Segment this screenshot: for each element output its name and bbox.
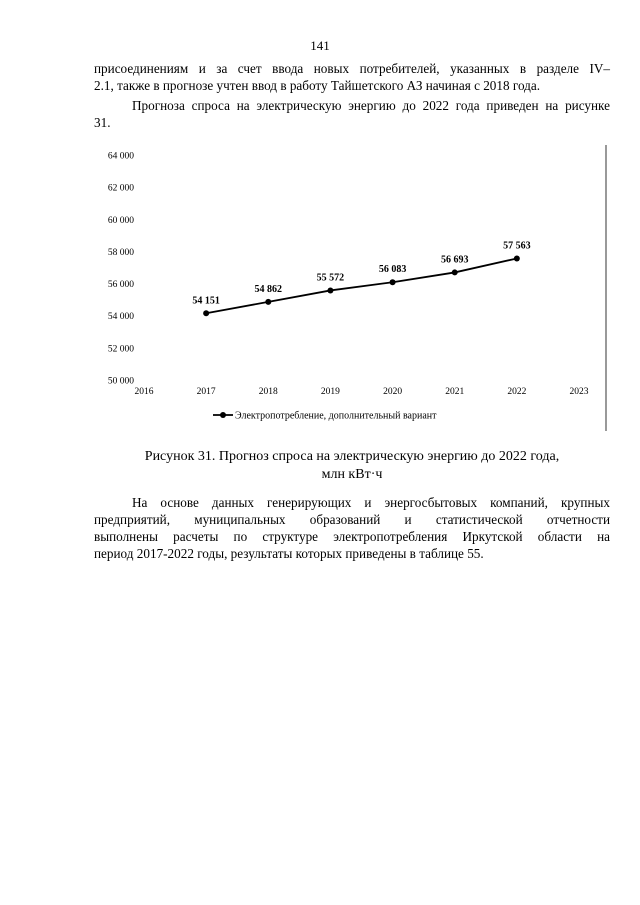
figure-caption: [94, 448, 610, 484]
intro-line-1: присоединениям и за счет ввода новых потребителей, указанных в разделе IV–: [94, 61, 610, 76]
y-axis: [108, 152, 134, 387]
caption-line-1: Рисунок 31. Прогноз спроса на электрическую энергию до 2022 года,: [144, 449, 560, 464]
y-tick-label: 54 000: [107, 312, 134, 323]
series-line: [206, 258, 517, 313]
legend-marker: [220, 412, 226, 418]
x-tick-label: 2022: [507, 387, 527, 397]
x-tick-label: 2020: [383, 387, 403, 397]
basis-line-4: период 2017-2022 годы, результаты которых приведены в таблице 55.: [94, 546, 484, 561]
intro-paragraph: [94, 60, 610, 94]
page-number: 141: [310, 38, 330, 53]
y-tick-label: 62 000: [107, 183, 134, 194]
chart-legend: [213, 411, 437, 422]
forecast-chart: [94, 143, 610, 433]
x-tick-label: 2016: [134, 387, 154, 397]
x-tick-label: 2017: [196, 387, 216, 397]
data-label: 56 083: [378, 264, 407, 276]
data-point: [452, 269, 458, 275]
data-point: [265, 299, 271, 305]
x-tick-label: 2023: [569, 387, 589, 397]
chart-svg: [94, 143, 610, 433]
forecast-paragraph: [94, 97, 610, 131]
legend-label: Электропотребление, дополнительный вариант: [235, 410, 437, 422]
y-tick-label: 52 000: [107, 344, 134, 355]
data-label: 54 862: [254, 283, 283, 295]
basis-line-2: предприятий, муниципальных образований и статистической отчетности: [94, 512, 610, 527]
data-label: 56 693: [440, 254, 469, 266]
forecast-line-2: 31.: [94, 115, 111, 130]
y-tick-label: 60 000: [107, 215, 134, 226]
data-point: [390, 279, 396, 285]
data-label: 54 151: [192, 295, 220, 307]
basis-paragraph: [94, 494, 610, 562]
x-tick-label: 2018: [258, 387, 278, 397]
basis-line-3: выполнены расчеты по структуре электропотребления Иркутской области на: [94, 529, 610, 544]
y-tick-label: 64 000: [107, 151, 134, 162]
x-tick-label: 2021: [445, 387, 465, 397]
y-tick-label: 58 000: [107, 247, 134, 258]
x-axis: [135, 387, 589, 397]
caption-line-2: млн кВт·ч: [321, 467, 383, 482]
x-tick-label: 2019: [320, 387, 340, 397]
y-tick-label: 50 000: [107, 376, 134, 387]
data-point: [327, 287, 333, 293]
series-data-labels: [192, 240, 530, 306]
intro-line-2: 2.1, также в прогнозе учтен ввод в работу Тайшетского АЗ начиная с 2018 года.: [94, 78, 541, 93]
basis-line-1: На основе данных генерирующих и энергосбытовых компаний, крупных: [132, 495, 610, 510]
data-label: 55 572: [316, 272, 345, 284]
y-tick-label: 56 000: [107, 280, 134, 291]
data-label: 57 563: [503, 240, 531, 252]
forecast-line-1: Прогноза спроса на электрическую энергию до 2022 года приведен на рисунке: [132, 98, 610, 113]
data-point: [203, 310, 209, 316]
data-point: [514, 255, 520, 261]
